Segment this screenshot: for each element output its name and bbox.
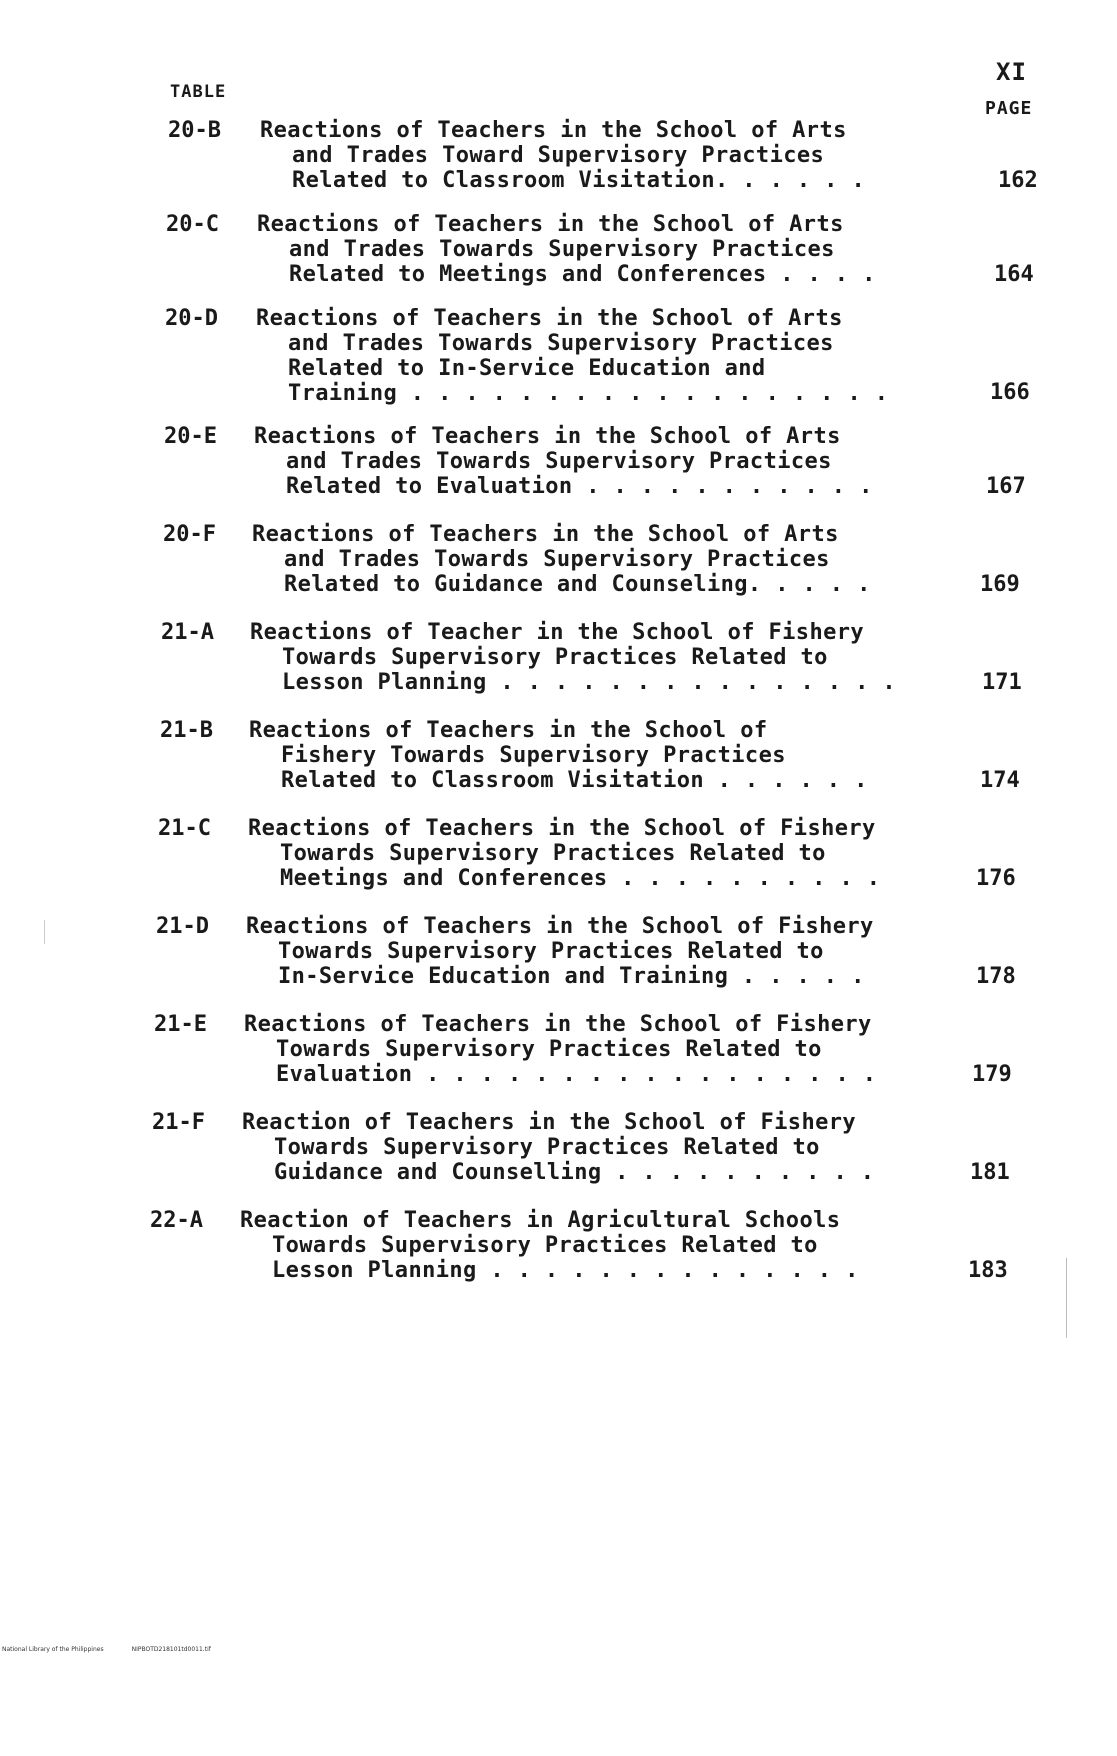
page-number: 174 [980, 768, 1020, 793]
title-line: Reactions of Teachers in the School of Arts [256, 306, 843, 331]
page-number: 176 [976, 866, 1016, 891]
scan-margin-mark [44, 920, 45, 944]
title-line: Related to Evaluation . . . . . . . . . . . [286, 474, 873, 499]
entry-title [260, 118, 865, 193]
title-line: Towards Supervisory Practices Related to [272, 1233, 818, 1258]
title-line: Lesson Planning . . . . . . . . . . . . . . [272, 1258, 859, 1283]
title-line: Lesson Planning . . . . . . . . . . . . . . . [282, 670, 897, 695]
entry-title [249, 718, 868, 793]
title-line: Reactions of Teachers in the School of Arts [254, 424, 841, 449]
page-column-header: PAGE [985, 98, 1033, 119]
table-number: 21-A [161, 620, 214, 645]
title-line: Towards Supervisory Practices Related to [278, 939, 824, 964]
title-line: Reactions of Teachers in the School of [249, 718, 768, 743]
page-number: 183 [968, 1258, 1008, 1283]
page-number: 166 [990, 380, 1030, 405]
title-line: Towards Supervisory Practices Related to [276, 1037, 822, 1062]
table-number: 21-D [156, 914, 209, 939]
page-number: 179 [972, 1062, 1012, 1087]
table-number: 21-C [158, 816, 211, 841]
entry-title [240, 1208, 859, 1283]
title-line: Reaction of Teachers in the School of Fishery [242, 1110, 857, 1135]
title-line: Evaluation . . . . . . . . . . . . . . . . . [276, 1062, 877, 1087]
entry-title [244, 1012, 876, 1087]
title-line: Reactions of Teachers in the School of Arts [257, 212, 844, 237]
title-line: and Trades Towards Supervisory Practices [288, 331, 834, 356]
entry-title [254, 424, 873, 499]
title-line: Reactions of Teachers in the School of Fishery [248, 816, 876, 841]
title-line: and Trades Towards Supervisory Practices [286, 449, 832, 474]
title-line: Towards Supervisory Practices Related to [280, 841, 826, 866]
toc-entry [0, 424, 1117, 524]
entry-title [246, 914, 874, 989]
title-line: Reactions of Teacher in the School of Fishery [250, 620, 865, 645]
title-line: Guidance and Counselling . . . . . . . . . . [274, 1160, 875, 1185]
toc-entry [0, 212, 1117, 312]
table-number: 21-B [160, 718, 213, 743]
entry-title [252, 522, 871, 597]
table-number: 20-F [163, 522, 216, 547]
table-number: 20-B [168, 118, 221, 143]
toc-entry [0, 914, 1117, 1014]
title-line: Related to Guidance and Counseling. . . . . [284, 572, 871, 597]
title-line: Towards Supervisory Practices Related to [274, 1135, 820, 1160]
table-number: 20-C [166, 212, 219, 237]
page-number: 169 [980, 572, 1020, 597]
table-number: 21-F [152, 1110, 205, 1135]
title-line: Reactions of Teachers in the School of Arts [252, 522, 839, 547]
title-line: Reactions of Teachers in the School of Fishery [246, 914, 874, 939]
title-line: In-Service Education and Training . . . . . [278, 964, 865, 989]
title-line: Reactions of Teachers in the School of Fishery [244, 1012, 872, 1037]
title-line: Related to Meetings and Conferences . . . . [289, 262, 876, 287]
title-line: Related to In-Service Education and [288, 356, 766, 381]
toc-entry [0, 1208, 1117, 1308]
toc-entry [0, 522, 1117, 622]
toc-entry [0, 1012, 1117, 1112]
title-line: Meetings and Conferences . . . . . . . . . . [280, 866, 881, 891]
page-number: 164 [994, 262, 1034, 287]
title-line: Related to Classroom Visitation. . . . . . [292, 168, 866, 193]
entry-title [256, 306, 888, 406]
footer-file-id: NIPBOTD218101td0011.tif [131, 1646, 211, 1653]
table-number: 20-E [164, 424, 217, 449]
page-number: 162 [998, 168, 1038, 193]
page-number: 178 [976, 964, 1016, 989]
toc-entry [0, 816, 1117, 916]
page-roman-numeral: XI [996, 58, 1027, 86]
title-line: Fishery Towards Supervisory Practices [281, 743, 786, 768]
toc-entry [0, 118, 1117, 218]
title-line: and Trades Towards Supervisory Practices [289, 237, 835, 262]
table-column-header: TABLE [170, 82, 227, 102]
title-line: Reactions of Teachers in the School of Arts [260, 118, 847, 143]
entry-title [242, 1110, 874, 1185]
toc-entry [0, 620, 1117, 720]
toc-entry [0, 306, 1117, 406]
footer-library: National Library of the Philippines [2, 1646, 104, 1653]
title-line: Reaction of Teachers in Agricultural Schools [240, 1208, 841, 1233]
entry-title [250, 620, 896, 695]
toc-entry [0, 718, 1117, 818]
table-number: 21-E [154, 1012, 207, 1037]
page-number: 171 [982, 670, 1022, 695]
entry-title [257, 212, 876, 287]
title-line: Training . . . . . . . . . . . . . . . . . . [288, 381, 889, 406]
table-number: 22-A [150, 1208, 203, 1233]
toc-entry [0, 1110, 1117, 1210]
title-line: and Trades Toward Supervisory Practices [292, 143, 825, 168]
title-line: and Trades Towards Supervisory Practices [284, 547, 830, 572]
entry-title [248, 816, 880, 891]
page-number: 181 [970, 1160, 1010, 1185]
scan-footer [2, 1646, 211, 1653]
page-number: 167 [986, 474, 1026, 499]
scan-margin-mark [1066, 1258, 1067, 1338]
title-line: Related to Classroom Visitation . . . . . . [281, 768, 868, 793]
table-number: 20-D [165, 306, 218, 331]
title-line: Towards Supervisory Practices Related to [282, 645, 828, 670]
